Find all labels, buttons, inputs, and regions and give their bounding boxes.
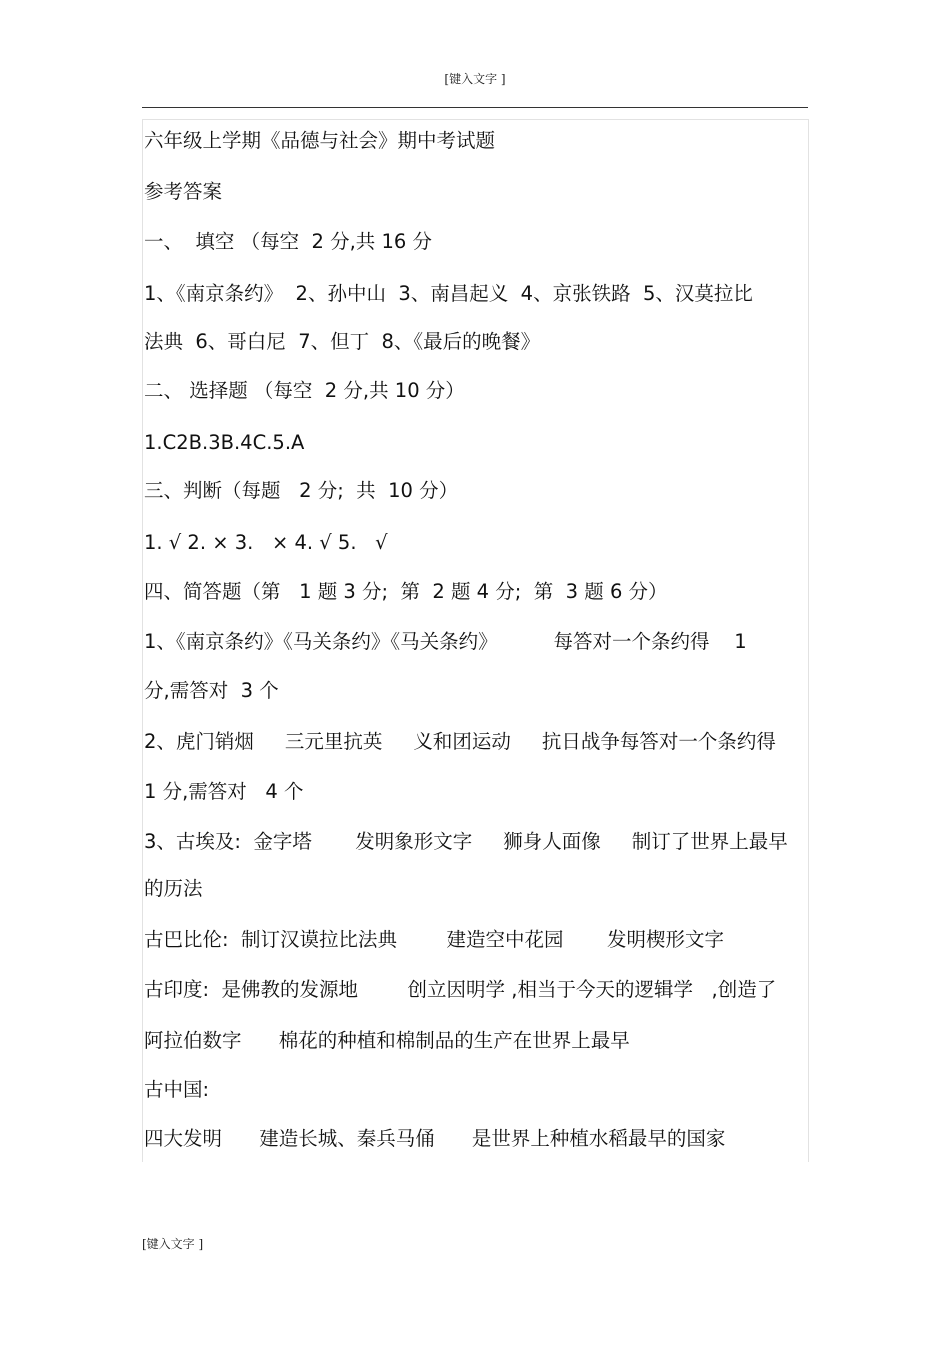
header-divider: [142, 107, 808, 108]
china-line: 四大发明 建造长城、秦兵马俑 是世界上种植水稻最早的国家: [144, 1127, 726, 1150]
short-answer-3-line2: 的历法: [144, 877, 203, 900]
fill-blank-answers-line1: 1、《南京条约》 2、孙中山 3、南昌起义 4、京张铁路 5、汉莫拉比: [144, 282, 753, 305]
babylon-line: 古巴比伦: 制订汉谟拉比法典 建造空中花园 发明楔形文字: [144, 928, 724, 951]
doc-title: 六年级上学期《品德与社会》期中考试题: [144, 129, 496, 152]
answer-heading: 参考答案: [144, 180, 223, 203]
india-line1: 古印度: 是佛教的发源地 创立因明学 ,相当于今天的逻辑学 ,创造了: [144, 978, 777, 1001]
page-header: [键入文字 ]: [444, 72, 506, 86]
short-answer-2-line1: 2、虎门销烟 三元里抗英 义和团运动 抗日战争每答对一个条约得: [144, 730, 776, 753]
section-judge-heading: 三、判断（每题 2 分; 共 10 分）: [144, 479, 459, 502]
fill-blank-answers-line2: 法典 6、哥白尼 7、但丁 8、《最后的晚餐》: [144, 330, 541, 353]
india-line2: 阿拉伯数字 棉花的种植和棉制品的生产在世界上最早: [144, 1029, 630, 1052]
section-fill-blank-heading: 一、 填空 （每空 2 分,共 16 分: [144, 230, 433, 253]
short-answer-3-line1: 3、古埃及: 金字塔 发明象形文字 狮身人面像 制订了世界上最早: [144, 830, 788, 853]
section-short-answer-heading: 四、简答题（第 1 题 3 分; 第 2 题 4 分; 第 3 题 6 分）: [144, 580, 668, 603]
short-answer-1-line2: 分,需答对 3 个: [144, 679, 279, 702]
china-label: 古中国:: [144, 1078, 210, 1101]
section-choice-heading: 二、 选择题 （每空 2 分,共 10 分）: [144, 379, 465, 402]
choice-answers: 1.C2B.3B.4C.5.A: [144, 431, 305, 454]
short-answer-2-line2: 1 分,需答对 4 个: [144, 780, 304, 803]
short-answer-1-line1: 1、《南京条约》《马关条约》《马关条约》 每答对一个条约得 1: [144, 630, 747, 653]
page-footer: [键入文字 ]: [142, 1237, 204, 1251]
judge-answers: 1. √ 2. × 3. × 4. √ 5. √: [144, 531, 388, 554]
